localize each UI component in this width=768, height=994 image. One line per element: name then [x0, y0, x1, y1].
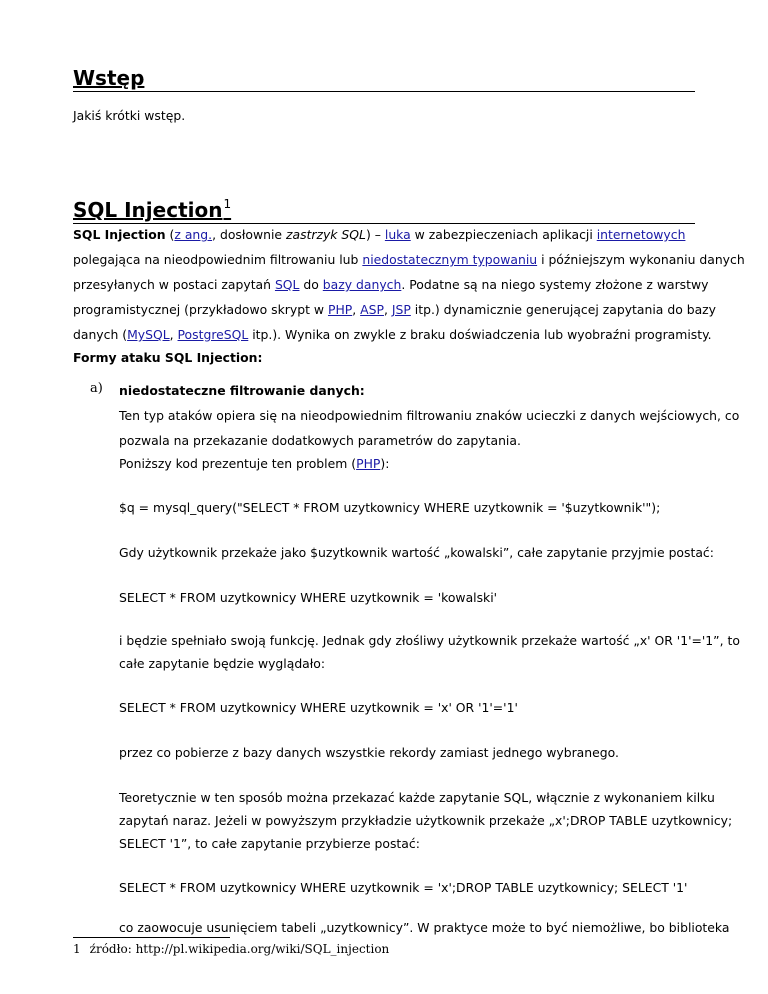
text-span: i późniejszym wykonaniu danych — [537, 252, 745, 267]
link-mysql[interactable]: MySQL — [127, 327, 170, 342]
text-span: , — [169, 327, 178, 342]
text-span: . Podatne są na niego systemy złożone z warstwy — [401, 277, 709, 292]
text-span: przesyłanych w postaci zapytań — [73, 277, 275, 292]
text-span: ): — [380, 456, 390, 471]
link-sql[interactable]: SQL — [274, 277, 300, 292]
text-line-4: przez co pobierze z bazy danych wszystkie rekordy zamiast jednego wybranego. — [119, 745, 619, 760]
text-line-3b: całe zapytanie będzie wyglądało: — [119, 656, 326, 671]
heading-wstep — [73, 66, 695, 92]
text-line-5c: SELECT '1”, to całe zapytanie przybierze postać: — [119, 836, 420, 851]
link-php-2[interactable]: PHP — [356, 456, 381, 471]
term-sql-injection: SQL Injection — [73, 227, 166, 242]
paragraph-line-1 — [73, 227, 685, 243]
text-span: programistycznej (przykładowo skrypt w — [73, 302, 328, 317]
link-jsp[interactable]: JSP — [391, 302, 411, 317]
forms-heading: Formy ataku SQL Injection: — [73, 350, 263, 365]
item-a-desc-2: pozwala na przekazanie dodatkowych parametrów do zapytania. — [119, 433, 521, 448]
text-span: polegająca na nieodpowiednim filtrowaniu lub — [73, 252, 363, 267]
text-span: danych ( — [73, 327, 128, 342]
heading-wstep-text: Wstęp — [73, 66, 145, 90]
text-span: ( — [165, 227, 175, 242]
heading-sql-injection — [73, 192, 695, 224]
footnote — [73, 942, 389, 956]
paragraph-line-2 — [73, 252, 745, 268]
text-span: , — [352, 302, 361, 317]
text-span: , — [383, 302, 392, 317]
paragraph-line-5 — [73, 327, 712, 343]
footnote-separator — [73, 937, 230, 938]
text-line-5a: Teoretycznie w ten sposób można przekazać każde zapytanie SQL, włącznie z wykonaniem kilku — [119, 790, 715, 805]
code-line-2: SELECT * FROM uzytkownicy WHERE uzytkownik = 'kowalski' — [119, 590, 498, 605]
text-span: Poniższy kod prezentuje ten problem ( — [119, 456, 357, 471]
footnote-text: źródło: http://pl.wikipedia.org/wiki/SQL_injection — [89, 942, 390, 956]
intro-text: Jakiś krótki wstęp. — [73, 108, 186, 123]
text-span: , dosłownie — [212, 227, 286, 242]
link-z-ang[interactable]: z ang. — [174, 227, 213, 242]
text-line-5b: zapytań naraz. Jeżeli w powyższym przykładzie użytkownik przekaże „x';DROP TABLE uzytkownicy; — [119, 813, 733, 828]
link-php[interactable]: PHP — [327, 302, 353, 317]
code-line-1: $q = mysql_query("SELECT * FROM uzytkownicy WHERE uzytkownik = '$uzytkownik'"); — [119, 500, 661, 515]
link-asp[interactable]: ASP — [360, 302, 384, 317]
link-internetowych[interactable]: internetowych — [596, 227, 686, 242]
link-bazy-danych[interactable]: bazy danych — [322, 277, 402, 292]
text-line-6: co zaowocuje usunięciem tabeli „uzytkownicy”. W praktyce może to być niemożliwe, bo biblioteka — [119, 920, 730, 935]
text-line-2: Gdy użytkownik przekaże jako $uzytkownik wartość „kowalski”, całe zapytanie przyjmie postać: — [119, 545, 714, 560]
text-span: do — [299, 277, 323, 292]
item-a-desc-3 — [119, 456, 389, 472]
paragraph-line-4 — [73, 302, 716, 318]
footnote-number: 1 — [73, 942, 81, 956]
heading-sql-injection-text: SQL Injection — [73, 198, 223, 222]
text-span: itp.) dynamicznie generującej zapytania do bazy — [410, 302, 717, 317]
text-span: w zabezpieczeniach aplikacji — [410, 227, 597, 242]
code-line-4: SELECT * FROM uzytkownicy WHERE uzytkownik = 'x';DROP TABLE uzytkownicy; SELECT '1' — [119, 880, 688, 895]
text-line-3a: i będzie spełniało swoją funkcję. Jednak gdy złośliwy użytkownik przekaże wartość „x' OR '1'='1”, to — [119, 633, 740, 648]
link-luka[interactable]: luka — [384, 227, 411, 242]
link-postgresql[interactable]: PostgreSQL — [177, 327, 249, 342]
paragraph-line-3 — [73, 277, 708, 293]
code-line-3: SELECT * FROM uzytkownicy WHERE uzytkownik = 'x' OR '1'='1' — [119, 700, 518, 715]
item-a-desc-1: Ten typ ataków opiera się na nieodpowiednim filtrowaniu znaków ucieczki z danych wejściowych, co — [119, 408, 740, 423]
italic-term: zastrzyk SQL — [285, 227, 366, 242]
footnote-ref[interactable]: 1 — [223, 197, 232, 211]
link-niedostatecznym-typowaniu[interactable]: niedostatecznym typowaniu — [362, 252, 538, 267]
list-marker-a: a) — [90, 381, 103, 396]
text-span: itp.). Wynika on zwykle z braku doświadczenia lub wyobraźni programisty. — [248, 327, 712, 342]
item-a-title: niedostateczne filtrowanie danych: — [119, 383, 365, 398]
text-span: ) – — [365, 227, 385, 242]
